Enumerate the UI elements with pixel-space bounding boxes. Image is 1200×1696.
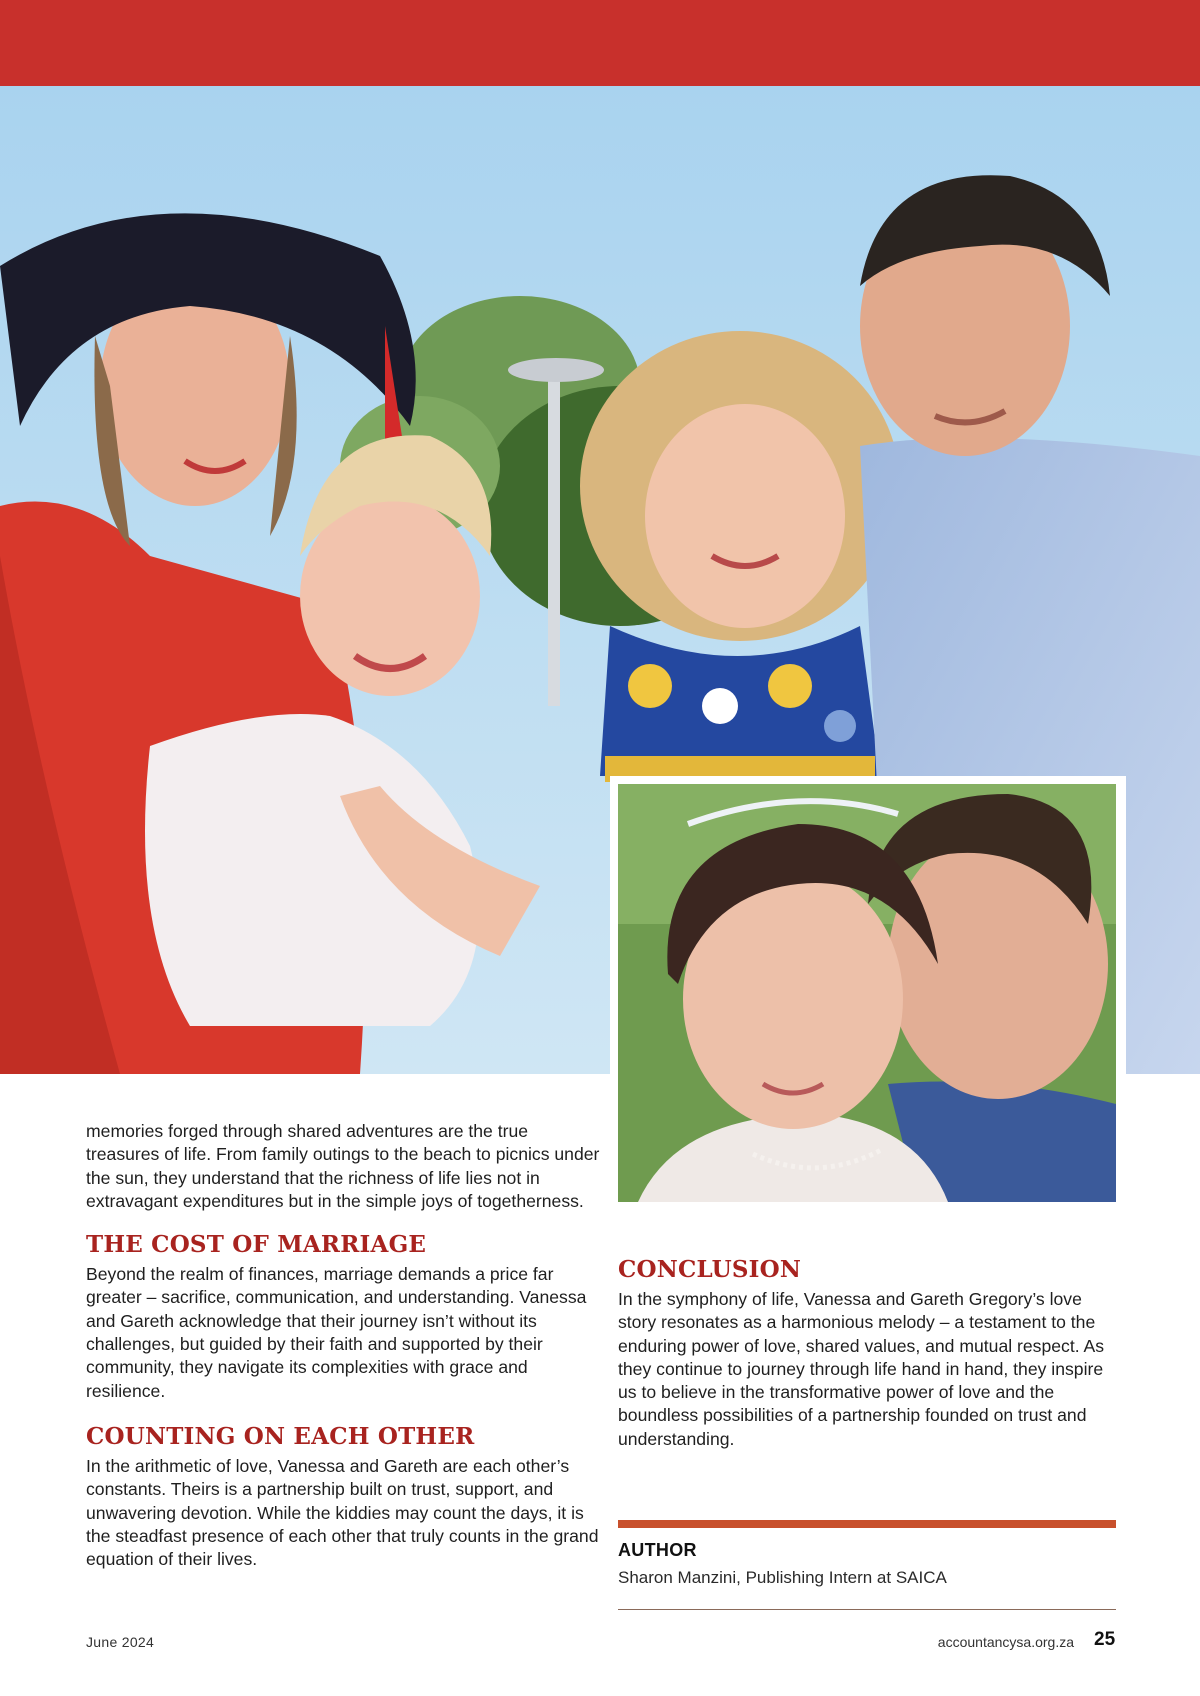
author-name: Sharon Manzini, Publishing Intern at SAICA <box>618 1568 947 1587</box>
heading-conclusion: CONCLUSION <box>618 1256 802 1283</box>
heading-counting-on-each-other: COUNTING ON EACH OTHER <box>86 1422 475 1450</box>
left-column <box>86 1120 606 1571</box>
footer-date: June 2024 <box>86 1634 155 1650</box>
wedding-photo-frame <box>610 776 1126 1208</box>
author-label: AUTHOR <box>618 1540 697 1560</box>
wedding-photo <box>618 784 1116 1202</box>
paragraph-conclusion: In the symphony of life, Vanessa and Gareth Gregory’s love story resonates as a harmonious melody – a testament to the enduring power of love, shared values, and mutual respect. As they continue to journey through life hand in hand, they inspire us to believe in the transformative power of love and the boundless possibilities of a partnership founded on trust and understanding. <box>618 1289 1105 1449</box>
wedding-photo-illustration <box>618 784 1116 1202</box>
heading-cost-of-marriage: THE COST OF MARRIAGE <box>86 1231 427 1259</box>
top-brand-bar <box>0 0 1200 86</box>
author-bottom-divider <box>618 1609 1116 1610</box>
paragraph-counting-on-each-other: In the arithmetic of love, Vanessa and Gareth are each other’s constants. Theirs is a partnership built on trust, support, and unwavering devotion. While the kiddies may count the days, it is the steadfast presence of each other that truly counts in the grand equation of their lives. <box>86 1455 599 1570</box>
paragraph-cost-of-marriage: Beyond the realm of finances, marriage demands a price far greater – sacrifice, communication, and understanding. Vanessa and Gareth acknowledge that their journey isn’t without its challenges, but guided by their faith and supported by their community, they navigate its complexities with grace and resilience. <box>86 1264 587 1401</box>
footer-website: accountancysa.org.za <box>937 1634 1074 1650</box>
author-divider <box>618 1520 1116 1528</box>
intro-paragraph: memories forged through shared adventures are the true treasures of life. From family outings to the beach to picnics under the sun, they understand that the richness of life lies not in extravagant expenditures but in the simple joys of togetherness. <box>86 1121 600 1211</box>
page-number: 25 <box>1094 1629 1116 1650</box>
